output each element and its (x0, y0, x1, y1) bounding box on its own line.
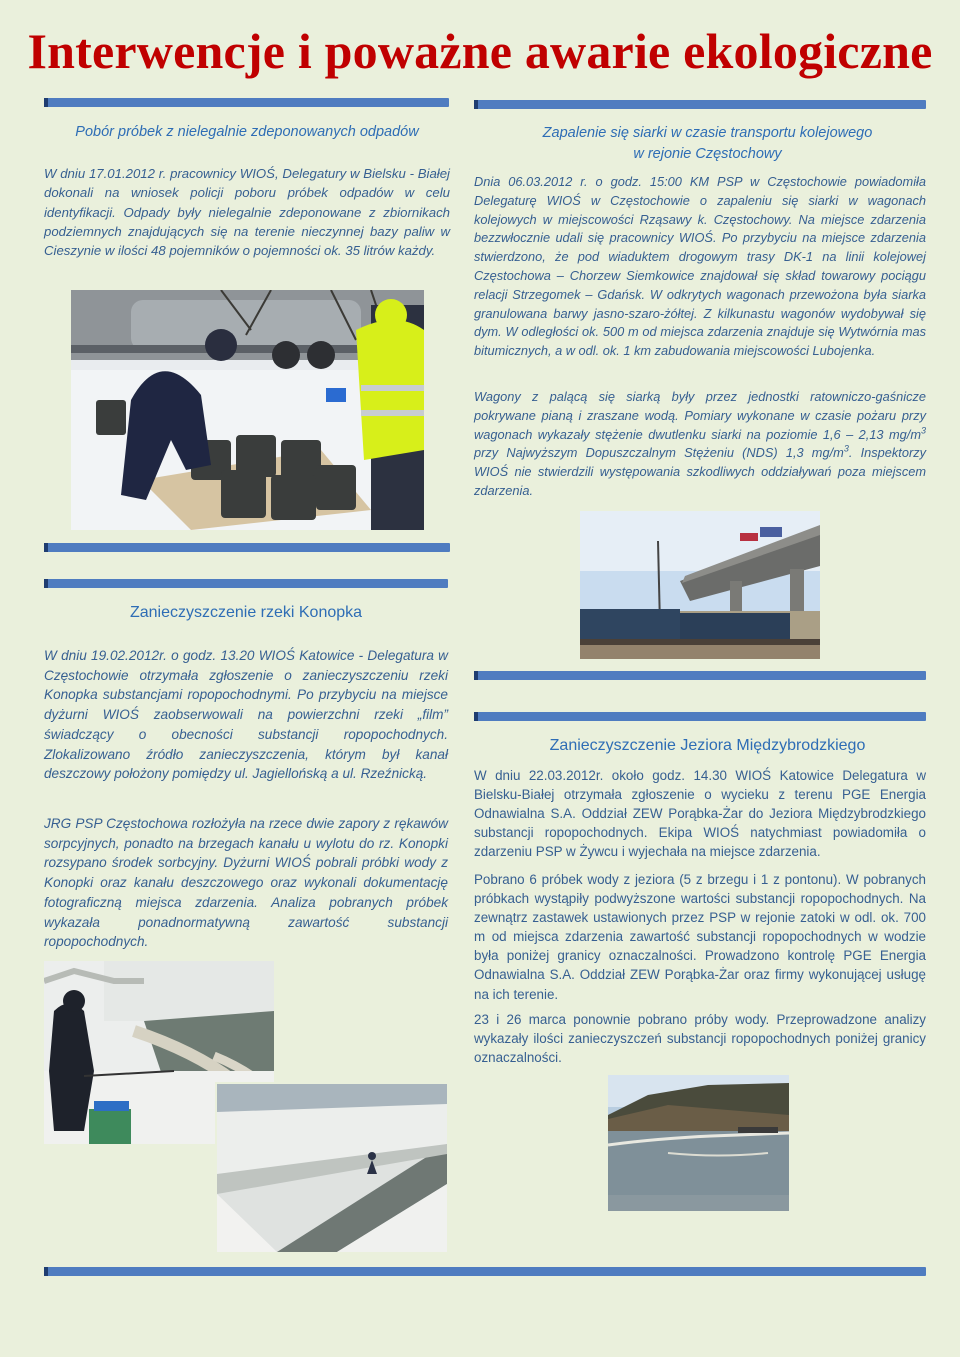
photo-waste-containers (71, 290, 424, 530)
text-span: przy Najwyższym Dopuszczalnym Stężeniu (NDS) 1,3 mg/m (474, 445, 844, 461)
superscript: 3 (920, 425, 926, 436)
section-text-lake-samples: Pobrano 6 próbek wody z jeziora (5 z brzegu i 1 z pontonu). W pobranych próbkach wystąpiły podwyższone wartości substancji ropopochodnych. Na zewnątrz zastawek ustawionych przez PSP w rejonie zatoki w odl. ok. 700 m od miejsca zdarzenia zawartość substancji ropopochodnych w wodzie była poniżej granicy oznaczalności. Prowadzono kontrolę PGE Energia Odnawialna S.A. Oddział ZEW Porąbka-Żar oraz firmy wykonującej usługę na ich terenie. (474, 872, 926, 1002)
photo-snowy-canal (215, 1082, 447, 1252)
heading-line: Zapalenie się siarki w czasie transportu kolejowego (542, 125, 873, 141)
text-span: Wagony z palącą się siarką były przez jednostki ratowniczo-gaśnicze pokrywane pianą i zraszane wodą. Pomiary wykonane w czasie pożaru przy wagonach wykazały stężenie dwutlenku siarki na poziomie 1,6 – 2,13 mg/m (474, 389, 926, 442)
section-heading-sulfur-fire (474, 123, 941, 165)
section-heading-konopka-river: Zanieczyszczenie rzeki Konopka (129, 604, 363, 621)
divider-bar (44, 543, 450, 552)
page-title: Interwencje i poważne awarie ekologiczne (27, 23, 933, 79)
section-text-waste-sampling (44, 164, 450, 260)
photo-train-under-viaduct (580, 511, 820, 659)
text-span: . Inspektorzy WIOŚ nie stwierdzili występowania szkodliwych oddziaływań poza miejscem zdarzenia. (474, 445, 926, 498)
photo-lake-booms (608, 1075, 789, 1211)
divider-bar (474, 712, 926, 721)
superscript: 3 (843, 444, 849, 455)
section-text-sulfur-fire: Dnia 06.03.2012 r. o godz. 15:00 KM PSP w Częstochowie powiadomiła Delegaturę WIOŚ w Częstochowie o zapaleniu się siarki w wagonach kolejowych w miejscowości Rząsawy k. Częstochowy. Na miejsce zdarzenia bezzwłocznie udali się pracownicy WIOŚ. Po przybyciu na miejsce zdarzenia stwierdzono, że pod wiaduktem drogowym trasy DK-1 na linii kolejowej Częstochowa – Chorzew Siemkowice znajdował się skład towarowy pociągu relacji Strzegomek – Gdańsk. W odkrytych wagonach przewożona była siarka granulowana barwy jasno-szaro-żółtej. Z kilkunastu wagonów wydobywał się dym. W odległości ok. 500 m od miejsca zdarzenia znajduje się Wytwórnia mas bitumicznych, a w odl. ok. 1 km zabudowania miejscowości Lubojenka. (474, 174, 926, 359)
section-heading-miedzybrodzkie-lake: Zanieczyszczenie Jeziora Międzybrodzkiego (549, 737, 866, 754)
divider-bar (44, 579, 448, 588)
section-text-lake-followup: 23 i 26 marca ponownie pobrano próby wody. Przeprowadzone analizy wykazały ilości zanieczyszczeń substancji ropopochodnych poniżej granicy oznaczalności. (474, 1012, 926, 1066)
section-text-konopka-report: W dniu 19.02.2012r. o godz. 13.20 WIOŚ Katowice - Delegatura w Częstochowie otrzymała zgłoszenie o zanieczyszczeniu rzeki Konopka substancjami ropopochodnymi. Po przybyciu na miejsce dyżurni WIOŚ zaobserwowali na powierzchni rzeki „film” świadczący o obecności substancji ropopochodnych. Zlokalizowano źródło zanieczyszczenia, którym był kanał deszczowy położony pomiędzy ul. Jagiellońską a ul. Rzeźnicką. (44, 648, 448, 782)
text-span: Odpady były nielegalnie zdeponowane z zbiornikach podziemnych znajdujących się na terenie nieczynnej bazy paliw w Cieszynie w ilości 48 pojemników o pojemności ok. 35 litrów każdy. (44, 204, 450, 259)
section-text-lake-report: W dniu 22.03.2012r. około godz. 14.30 WIOŚ Katowice Delegatura w Bielsku-Białej otrzymała zgłoszenie o wycieku z terenu PGE Energia Odnawialna S.A. Oddział ZEW Porąbka-Żar do Jeziora Międzybrodzkiego substancji ropopochodnych. Ekipa WIOŚ natychmiast powiadomiła o zdarzeniu PSP w Żywcu i wyjechała na miejsce zdarzenia. (474, 768, 926, 860)
section-text-konopka-actions: JRG PSP Częstochowa rozłożyła na rzece dwie zapory z rękawów sorpcyjnych, ponadto na brzegach kanału u wylotu do rz. Konopki rozsypano środek sorbcyjny. Dyżurni WIOŚ pobrali próbki wody z Konopki oraz kanału deszczowego oraz wykonali dokumentację fotograficzną miejsca zdarzenia. Analiza pobranych próbek wykazała ponadnormatywną zawartość substancji ropopochodnych. (44, 816, 448, 950)
divider-bar (474, 100, 926, 109)
heading-line: w rejonie Częstochowy (633, 146, 782, 162)
section-text-sulfur-measurements (474, 388, 926, 501)
divider-bar (44, 98, 449, 107)
divider-bar (474, 671, 926, 680)
divider-bar (44, 1267, 926, 1276)
text-span: W dniu 17.01.2012 r. pracownicy WIOŚ, Delegatury w Bielsku - Białej dokonali na wniosek policji poboru próbek odpadów w celu identyfikacji. (44, 166, 450, 220)
section-heading-waste-sampling: Pobór próbek z nielegalnie zdeponowanych odpadów (75, 124, 419, 140)
